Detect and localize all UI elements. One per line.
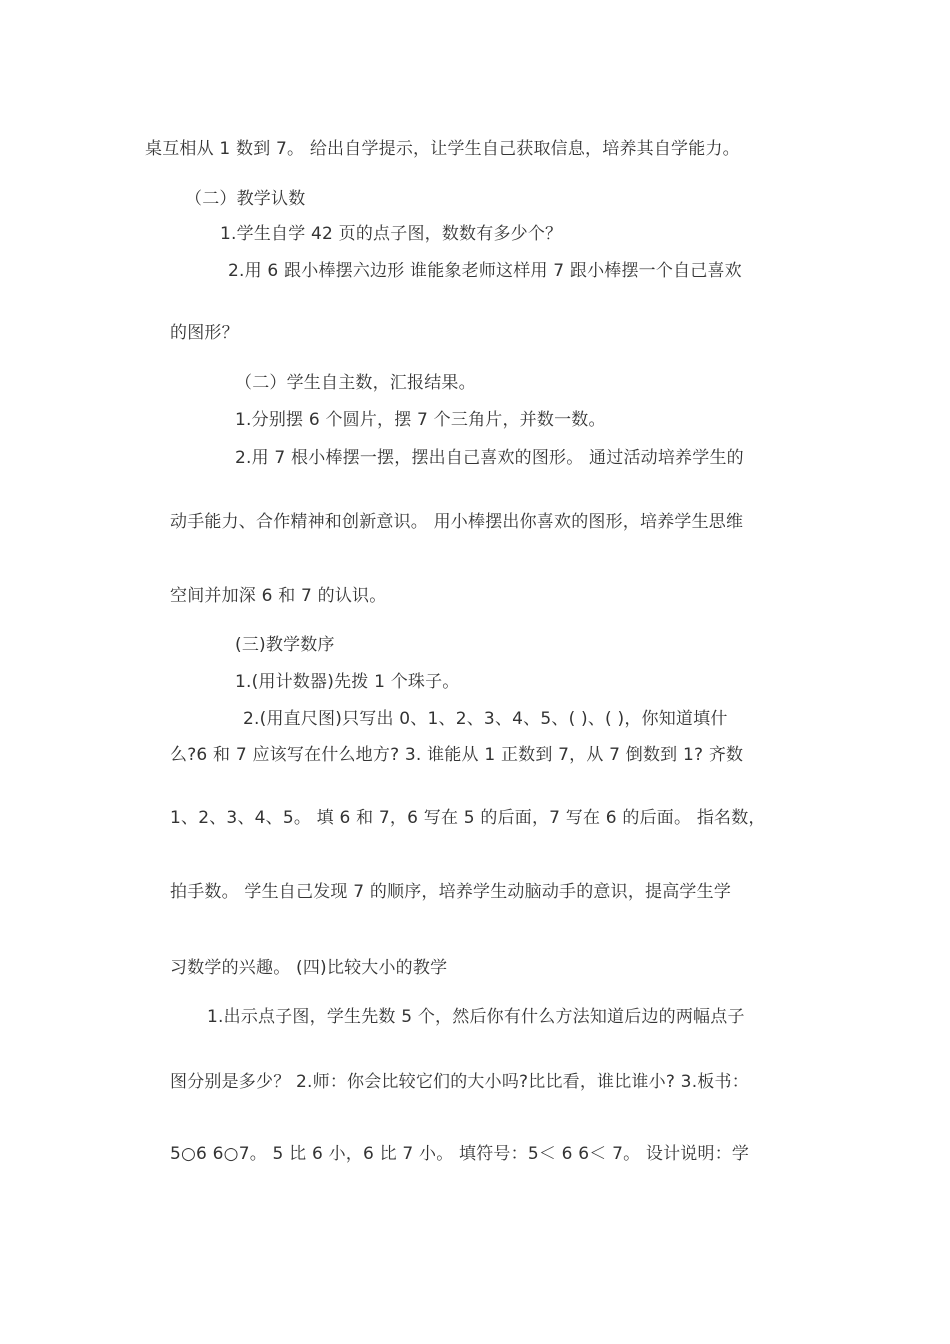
section-heading: （二）学生自主数，汇报结果。	[235, 373, 476, 393]
text-line: 5○6 6○7。 5 比 6 小，6 比 7 小。 填符号：5＜ 6 6＜ 7。 设计说明：学	[170, 1144, 750, 1164]
text-line: 空间并加深 6 和 7 的认识。	[170, 586, 387, 606]
text-line: 习数学的兴趣。 (四)比较大小的教学	[170, 958, 448, 978]
text-line: 2.用 7 根小棒摆一摆，摆出自己喜欢的图形。 通过活动培养学生的	[235, 448, 744, 468]
text-line: 1.分别摆 6 个圆片，摆 7 个三角片，并数一数。	[235, 410, 606, 430]
text-line: 动手能力、合作精神和创新意识。 用小棒摆出你喜欢的图形，培养学生思维	[170, 512, 744, 532]
text-line: 图分别是多少？ 2.师：你会比较它们的大小吗?比比看，谁比谁小? 3.板书：	[170, 1072, 749, 1092]
text-line: 么?6 和 7 应该写在什么地方? 3. 谁能从 1 正数到 7，从 7 倒数到 1? 齐数	[170, 745, 744, 765]
text-line: 桌互相从 1 数到 7。 给出自学提示，让学生自己获取信息，培养其自学能力。	[145, 139, 740, 159]
text-line: 2.用 6 跟小棒摆六边形 谁能象老师这样用 7 跟小棒摆一个自己喜欢	[228, 261, 742, 281]
text-line: 拍手数。 学生自己发现 7 的顺序，培养学生动脑动手的意识，提高学生学	[170, 882, 732, 902]
text-line: 1.学生自学 42 页的点子图，数数有多少个？	[220, 224, 563, 244]
text-line: 的图形？	[170, 323, 239, 343]
section-heading: （二）教学认数	[185, 189, 306, 209]
text-line: 1、2、3、4、5。 填 6 和 7，6 写在 5 的后面，7 写在 6 的后面。 指名数，	[170, 808, 766, 828]
text-line: 2.(用直尺图)只写出 0、1、2、3、4、5、( )、( )，你知道填什	[243, 709, 728, 729]
text-line: 1.(用计数器)先拨 1 个珠子。	[235, 672, 460, 692]
section-heading: (三)教学数序	[235, 635, 335, 655]
text-line: 1.出示点子图，学生先数 5 个，然后你有什么方法知道后边的两幅点子	[207, 1007, 745, 1027]
